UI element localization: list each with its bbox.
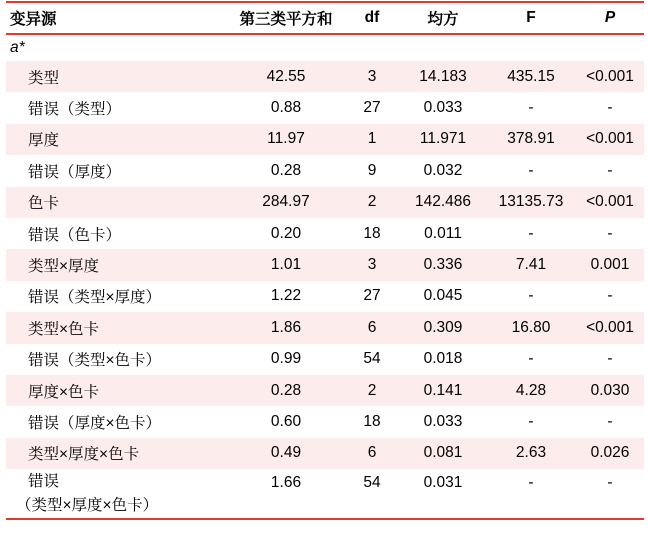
df-cell: 18: [363, 412, 381, 430]
f-cell: -: [528, 350, 534, 368]
source-cell: 错误（类型×厚度）: [28, 289, 162, 307]
df-cell: 27: [363, 99, 381, 117]
p-cell: -: [607, 224, 613, 242]
table-row: [6, 124, 644, 155]
table-row: [6, 187, 644, 218]
ss-cell: 0.49: [270, 444, 302, 462]
header-f: F: [526, 9, 536, 26]
source-cell: [6, 469, 228, 519]
f-cell: -: [528, 474, 534, 492]
p-cell: <0.001: [586, 193, 634, 211]
table-row: [6, 249, 644, 280]
anova-table: [6, 1, 644, 520]
f-cell: -: [528, 287, 534, 305]
source-cell: 错误（厚度）: [28, 163, 122, 181]
ss-cell: 0.20: [270, 224, 302, 242]
f-cell: 4.28: [515, 381, 547, 399]
ms-cell: 142.486: [414, 193, 472, 211]
ss-cell: 0.88: [270, 99, 302, 117]
p-cell: <0.001: [586, 67, 634, 85]
f-cell: -: [528, 99, 534, 117]
ss-cell: 42.55: [266, 67, 306, 85]
table-row: [6, 406, 644, 437]
source-cell: 错误（类型）: [28, 101, 122, 119]
df-cell: 27: [363, 287, 381, 305]
ms-cell: 0.018: [423, 350, 463, 368]
table-row: [6, 344, 644, 375]
table-row: [6, 61, 644, 92]
f-cell: -: [528, 412, 534, 430]
table-row: [6, 155, 644, 186]
source-cell: 错误（类型×色卡）: [28, 352, 162, 370]
df-cell: 18: [363, 224, 381, 242]
df-cell: 54: [363, 474, 381, 492]
p-cell: <0.001: [586, 318, 634, 336]
ss-cell: 1.86: [270, 318, 302, 336]
ss-cell: 11.97: [267, 130, 305, 148]
ms-cell: 0.011: [424, 224, 462, 242]
source-cell: 色卡: [28, 195, 60, 213]
df-cell: 1: [367, 130, 377, 148]
header-p: P: [604, 9, 616, 26]
ss-cell: 0.28: [270, 381, 302, 399]
p-cell: -: [607, 287, 613, 305]
table-row: [6, 92, 644, 123]
f-cell: 13135.73: [498, 193, 564, 211]
source-cell: 错误（厚度×色卡）: [28, 414, 162, 432]
header-mean-square: 均方: [427, 11, 459, 28]
ms-cell: 14.183: [419, 67, 467, 85]
ms-cell: 0.033: [423, 99, 463, 117]
source-line-2: （类型×厚度×色卡）: [16, 497, 159, 515]
source-cell: 类型×色卡: [28, 320, 100, 338]
ss-cell: 1.66: [270, 474, 302, 492]
p-cell: 0.001: [590, 256, 630, 274]
df-cell: 3: [367, 67, 377, 85]
table-row: [6, 375, 644, 406]
ms-cell: 0.336: [423, 256, 463, 274]
group-label: a*: [10, 39, 25, 56]
source-cell: 厚度×色卡: [28, 383, 100, 401]
f-cell: 7.41: [515, 256, 547, 274]
ms-cell: 0.141: [423, 381, 463, 399]
ss-cell: 0.28: [270, 161, 302, 179]
p-cell: 0.026: [590, 444, 630, 462]
table-header-row: [6, 2, 644, 34]
p-cell: -: [607, 474, 613, 492]
source-cell: 厚度: [28, 132, 60, 150]
table-row: [6, 312, 644, 343]
f-cell: 435.15: [507, 67, 555, 85]
header-df: df: [364, 9, 380, 26]
df-cell: 2: [367, 381, 377, 399]
p-cell: -: [607, 99, 613, 117]
ms-cell: 0.032: [423, 161, 463, 179]
ss-cell: 0.60: [270, 412, 302, 430]
ms-cell: 0.081: [423, 444, 463, 462]
table-row: [6, 218, 644, 249]
group-row: [6, 34, 644, 61]
df-cell: 54: [363, 350, 381, 368]
ss-cell: 1.22: [270, 287, 302, 305]
ms-cell: 0.309: [423, 318, 463, 336]
df-cell: 9: [367, 161, 377, 179]
p-cell: 0.030: [590, 381, 630, 399]
header-type3-ss: 第三类平方和: [239, 11, 333, 28]
p-cell: -: [607, 350, 613, 368]
f-cell: -: [528, 161, 534, 179]
table-row: [6, 438, 644, 469]
df-cell: 6: [367, 318, 377, 336]
ss-cell: 284.97: [262, 193, 310, 211]
f-cell: 16.80: [511, 318, 551, 336]
df-cell: 3: [367, 256, 377, 274]
header-source: 变异源: [10, 11, 57, 28]
source-cell: 错误（色卡）: [28, 226, 122, 244]
table-row: [6, 469, 644, 519]
p-cell: -: [607, 161, 613, 179]
p-cell: <0.001: [586, 130, 634, 148]
source-cell: 类型: [28, 69, 60, 87]
ss-cell: 0.99: [270, 350, 302, 368]
f-cell: 2.63: [515, 444, 547, 462]
source-line-1: 错误: [28, 473, 60, 491]
f-cell: 378.91: [507, 130, 555, 148]
ms-cell: 0.031: [423, 474, 463, 492]
p-cell: -: [607, 412, 613, 430]
ss-cell: 1.01: [270, 256, 302, 274]
source-cell: 类型×厚度: [28, 258, 100, 276]
ms-cell: 0.033: [423, 412, 463, 430]
table-row: [6, 281, 644, 312]
df-cell: 6: [367, 444, 377, 462]
source-cell: 类型×厚度×色卡: [28, 446, 140, 464]
f-cell: -: [528, 224, 534, 242]
ms-cell: 11.971: [419, 130, 467, 148]
df-cell: 2: [367, 193, 377, 211]
ms-cell: 0.045: [423, 287, 463, 305]
